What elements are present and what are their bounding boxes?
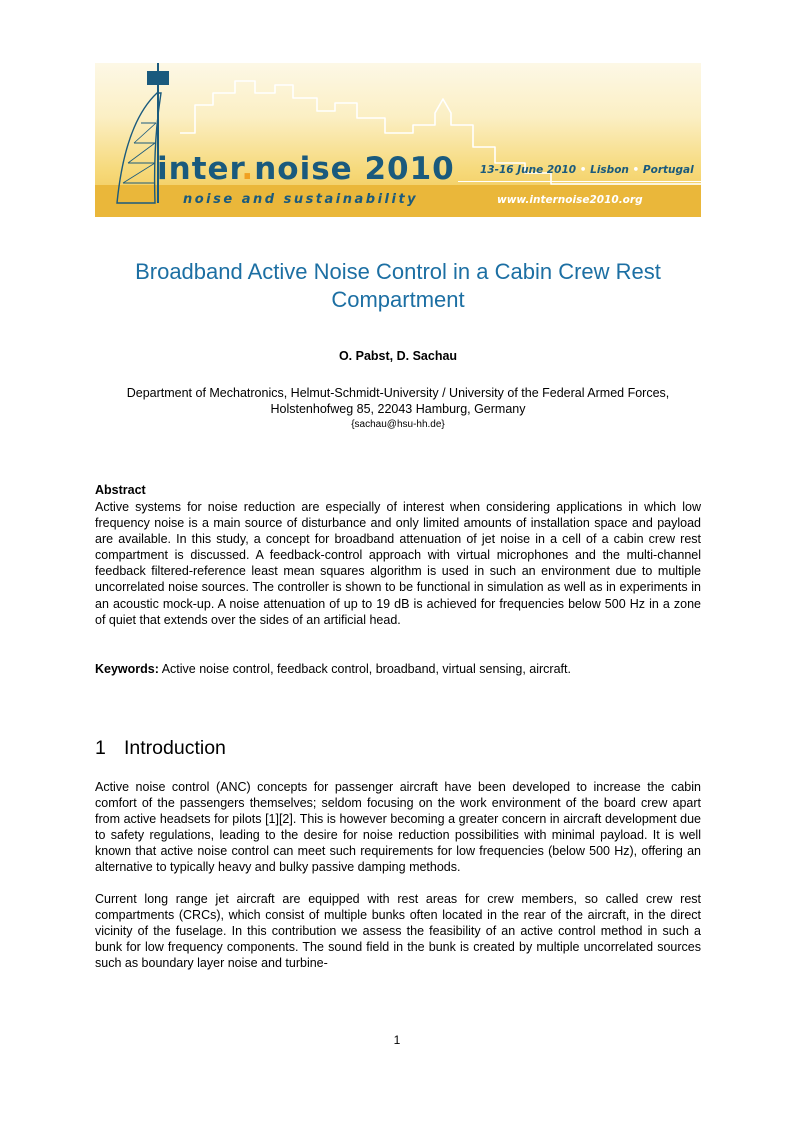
paper-title: Broadband Active Noise Control in a Cabin Crew Rest Compartment	[135, 259, 661, 312]
abstract-heading: Abstract	[95, 483, 146, 497]
banner-divider	[458, 181, 701, 182]
keywords	[95, 662, 701, 676]
affiliation-line: Department of Mechatronics, Helmut-Schmidt-University / University of the Federal Armed Forces,	[126, 386, 670, 400]
section-title: Introduction	[124, 737, 226, 759]
affiliation-address: Holstenhofweg 85, 22043 Hamburg, Germany	[270, 402, 526, 416]
paper-authors: O. Pabst, D. Sachau	[338, 349, 458, 363]
abstract-text: Active systems for noise reduction are especially of interest when considering applications in which low frequency noise is a main source of disturbance and only limited amounts of installation space and payload are available. In this study, a concept for broadband attenuation of jet noise in a cell of a cabin crew rest compartment is discussed. A feedback-control approach with virtual microphones and the multi-channel feedback filtered-reference least mean squares algorithm is used in such an environment due to multiple uncorrelated noise sources. The controller is shown to be functional in simulation as well as in experiments in an acoustic mock-up. A noise attenuation of up to 19 dB is achieved for frequencies below 500 Hz in a zone of quiet that extends over the sides of an artificial head.	[95, 500, 701, 627]
intro-paragraph-1: Active noise control (ANC) concepts for passenger aircraft have been developed to increase the cabin comfort of the passengers themselves; seldom focusing on the work environment of the board crew apart from active headsets for pilots [1][2]. This is however becoming a greater concern in aircraft development due to safety regulations, leading to the desire for noise reduction possibilities with minimal payload. It is well known that active noise control can meet such requirements for low frequencies (below 500 Hz), offering an alternative to typically heavy and bulky passive damping methods.	[95, 780, 701, 875]
keywords-label: Keywords:	[95, 662, 159, 676]
conference-dates: 13-16 June 2010 • Lisbon • Portugal	[480, 164, 694, 176]
conference-website[interactable]: www.internoise2010.org	[497, 194, 643, 206]
keywords-list: Active noise control, feedback control, broadband, virtual sensing, aircraft.	[161, 662, 571, 676]
author-affiliation	[95, 385, 701, 417]
conference-logo-text: inter.noise 2010	[157, 151, 455, 187]
author-email: {sachau@hsu-hh.de}	[351, 419, 445, 430]
section-number: 1	[95, 737, 106, 759]
conference-tagline: noise and sustainability	[183, 192, 419, 207]
intro-paragraph-2: Current long range jet aircraft are equipped with rest areas for crew members, so called crew rest compartments (CRCs), which consist of multiple bunks often located in the rear of the aircraft, in the direct vicinity of the fuselage. In this contribution we assess the feasibility of an active control method in such a bunk for low frequency components. The sound field in the bunk is created by multiple uncorrelated sources such as boundary layer noise and turbine-	[95, 892, 701, 971]
page-number: 1	[393, 1033, 401, 1047]
section-heading	[95, 737, 226, 760]
conference-banner	[95, 63, 701, 217]
